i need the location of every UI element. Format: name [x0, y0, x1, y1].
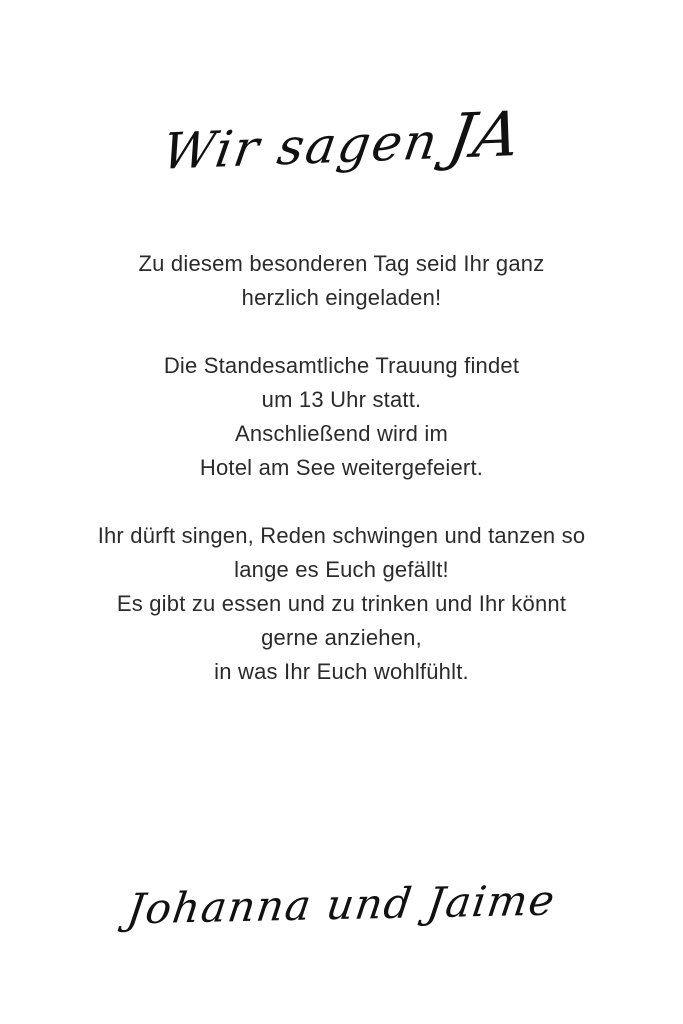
headline-main-text: Wir sagen [158, 112, 443, 181]
paragraph-line: lange es Euch gefällt! [234, 557, 449, 583]
paragraph-line: herzlich eingeladen! [241, 285, 442, 311]
signature: Johanna und Jaime [124, 875, 559, 934]
paragraph-line: Zu diesem besonderen Tag seid Ihr ganz [138, 251, 545, 277]
headline-accent-text: JA [443, 97, 525, 173]
paragraph-line: Die Standesamtliche Trauung findet [163, 353, 520, 379]
paragraph-line: gerne anziehen, [261, 625, 422, 651]
paragraph-invitation [22, 247, 662, 315]
card-body [22, 247, 662, 689]
paragraph-line: um 13 Uhr statt. [261, 387, 422, 413]
paragraph-line: Ihr dürft singen, Reden schwingen und tanzen so [97, 523, 586, 549]
paragraph-line: Anschließend wird im [234, 421, 449, 447]
paragraph-line: in was Ihr Euch wohlfühlt. [214, 659, 469, 685]
card-headline [158, 97, 525, 181]
paragraph-line: Es gibt zu essen und zu trinken und Ihr könnt [116, 591, 567, 617]
paragraph-line: Hotel am See weitergefeiert. [199, 455, 484, 481]
paragraph-ceremony-details [22, 349, 662, 485]
paragraph-celebration-details [22, 519, 662, 689]
